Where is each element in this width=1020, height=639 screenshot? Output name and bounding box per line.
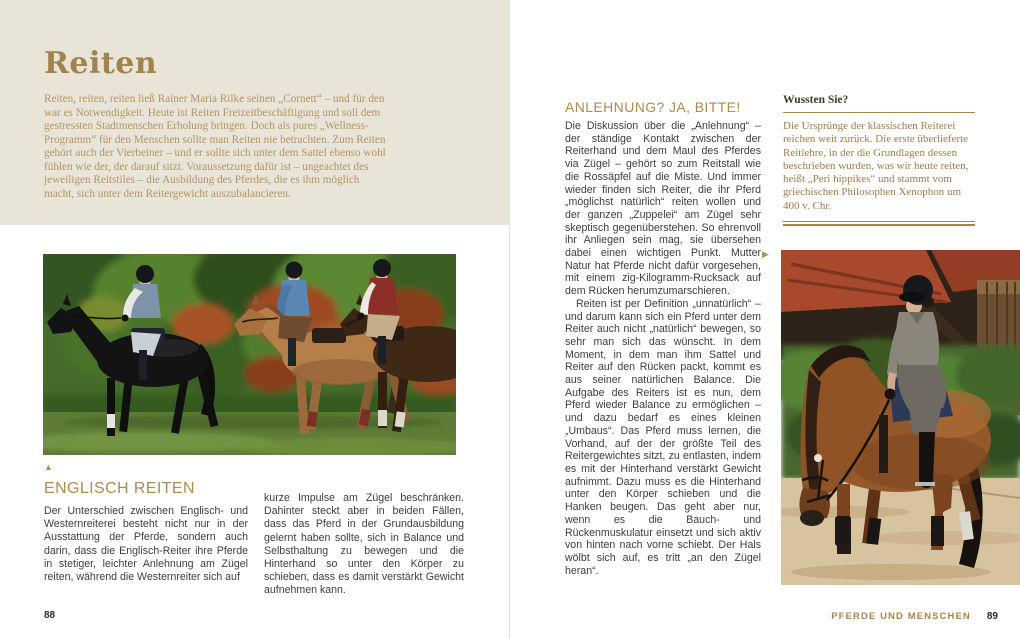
article-paragraph-2: Reiten ist per Definition „unnatürlich“ – und darum kann sich ein Pferd unter dem Reiter auch nicht „natürlich“ bewegen, so sehr man sich das wünscht. In dem Moment, in dem man ihm Sattel und Reiter auf den Rücken packt, kommt es aus seiner natürlichen Balance. Die Aufgabe des Reiters ist es nun, dem Pferd wieder Balance zu ermöglichen – und dazu bedarf es eines kleinen „Umbaus“. Das Pferd muss lernen, die Vorhand, auf der der größte Teil des Reitergewichtes sitzt, zu entlasten, indem es mit der Hinterhand verstärkt Gewicht aufnimmt. Dazu muss es die Hinterhand unter den Körper schieben und die Hanken beugen. Das geht aber nur, wenn es die Bauch- und Rückenmuskulatur einsetzt und sich aktiv von hinten nach vorne schiebt. Der Hals wölbt sich auf, es tritt „an den Zügel heran“.: [565, 297, 761, 577]
article-heading-anlehnung: ANLEHNUNG? JA, BITTE!: [565, 99, 741, 115]
did-you-know-title: Wussten Sie?: [783, 94, 849, 106]
section-column-2: kurze Impulse am Zügel beschränken. Dahinter steckt aber in beiden Fällen, dass das Pferd in der Grundausbildung gelernt haben sollte, sich in Balance und Selbsthaltung zu bewegen und die Hinterhand so unter den Körper zu schieben, dass es damit verstärkt Gewicht aufnehmen kann.: [264, 492, 464, 597]
sidebar-rule-top: [783, 112, 975, 113]
page-number-left: 88: [44, 610, 56, 621]
page-number-right: 89: [986, 611, 998, 622]
intro-paragraph: Reiten, reiten, reiten ließ Rainer Maria Rilke seinen „Cornett“ – und für den war es Notwendigkeit. Heute ist Reiten Freizeitbeschäftigung und soll dem gestressten Stadtmenschen Erholung bringen. Doch als pures „Wellness-Programm“ für den Menschen sollte man Reiten nie betrachten. Zum Reiten gehört auch der Vierbeiner – und er sollte sich unter dem Sattel ebenso wohl fühlen wie der, der darauf sitzt. Voraussetzung dafür ist – ungeachtet des jeweiligen Reitstiles – die Ausbildung des Pferdes, die es ihm möglich macht, sich unter dem Reitergewicht auszubalancieren.: [44, 93, 386, 200]
riders-group-photo: [43, 254, 456, 455]
footer-right: [831, 611, 998, 622]
did-you-know-box: [783, 94, 975, 226]
page-gutter-divider: [509, 0, 510, 639]
dressage-rider-illustration: [781, 250, 1020, 585]
dressage-rider-photo: [781, 250, 1020, 585]
triangle-right-icon: ▶: [762, 249, 769, 259]
chapter-label: PFERDE UND MENSCHEN: [831, 611, 971, 622]
article-body: [565, 120, 761, 577]
section-column-1: Der Unterschied zwischen Englisch- und Westernreiterei besteht nicht nur in der Ausstattung der Pferde, sondern auch darin, dass die Englisch-Reiter ihre Pferde in stetiger, leichter Anlehnung am Zügel reiten, während die Westernreiter sich auf: [44, 505, 248, 584]
did-you-know-body: Die Ursprünge der klassischen Reiterei reichen weit zurück. Die erste überlieferte Reitlehre, in der die Grundlagen dessen beschrieben wurden, was wir heute reiten, heißt „Peri hippikes“ und stammt vom griechischen Philosophen Xenophon um 400 v. Chr.: [783, 120, 969, 212]
riders-group-illustration: [43, 254, 456, 455]
article-paragraph-1: Die Diskussion über die „Anlehnung“ – der ständige Kontakt zwischen der Reiterhand und dem Maul des Pferdes via Zügel – gehört so zum Reitstall wie die Rossäpfel auf die Miste. Und immer wieder finden sich Reiter, die ihr Pferd „möglichst natürlich“ reiten wollen und der ganzen „Zuppelei“ am Zügel sehr skeptisch gegenüberstehen. So ehrenvoll ihr Anliegen sein mag, sie übersehen dabei einen wichtigen Punkt. Mutter Natur hat Pferde nicht dafür vorgesehen, mit einem zig-Kilogramm-Rucksack auf dem Rücken herumzumarschieren.: [565, 120, 761, 298]
triangle-up-icon: ▲: [44, 462, 53, 472]
page-title: Reiten: [44, 46, 158, 81]
section-heading-englisch-reiten: ENGLISCH REITEN: [44, 480, 195, 497]
sidebar-rule-bottom: [783, 221, 975, 226]
